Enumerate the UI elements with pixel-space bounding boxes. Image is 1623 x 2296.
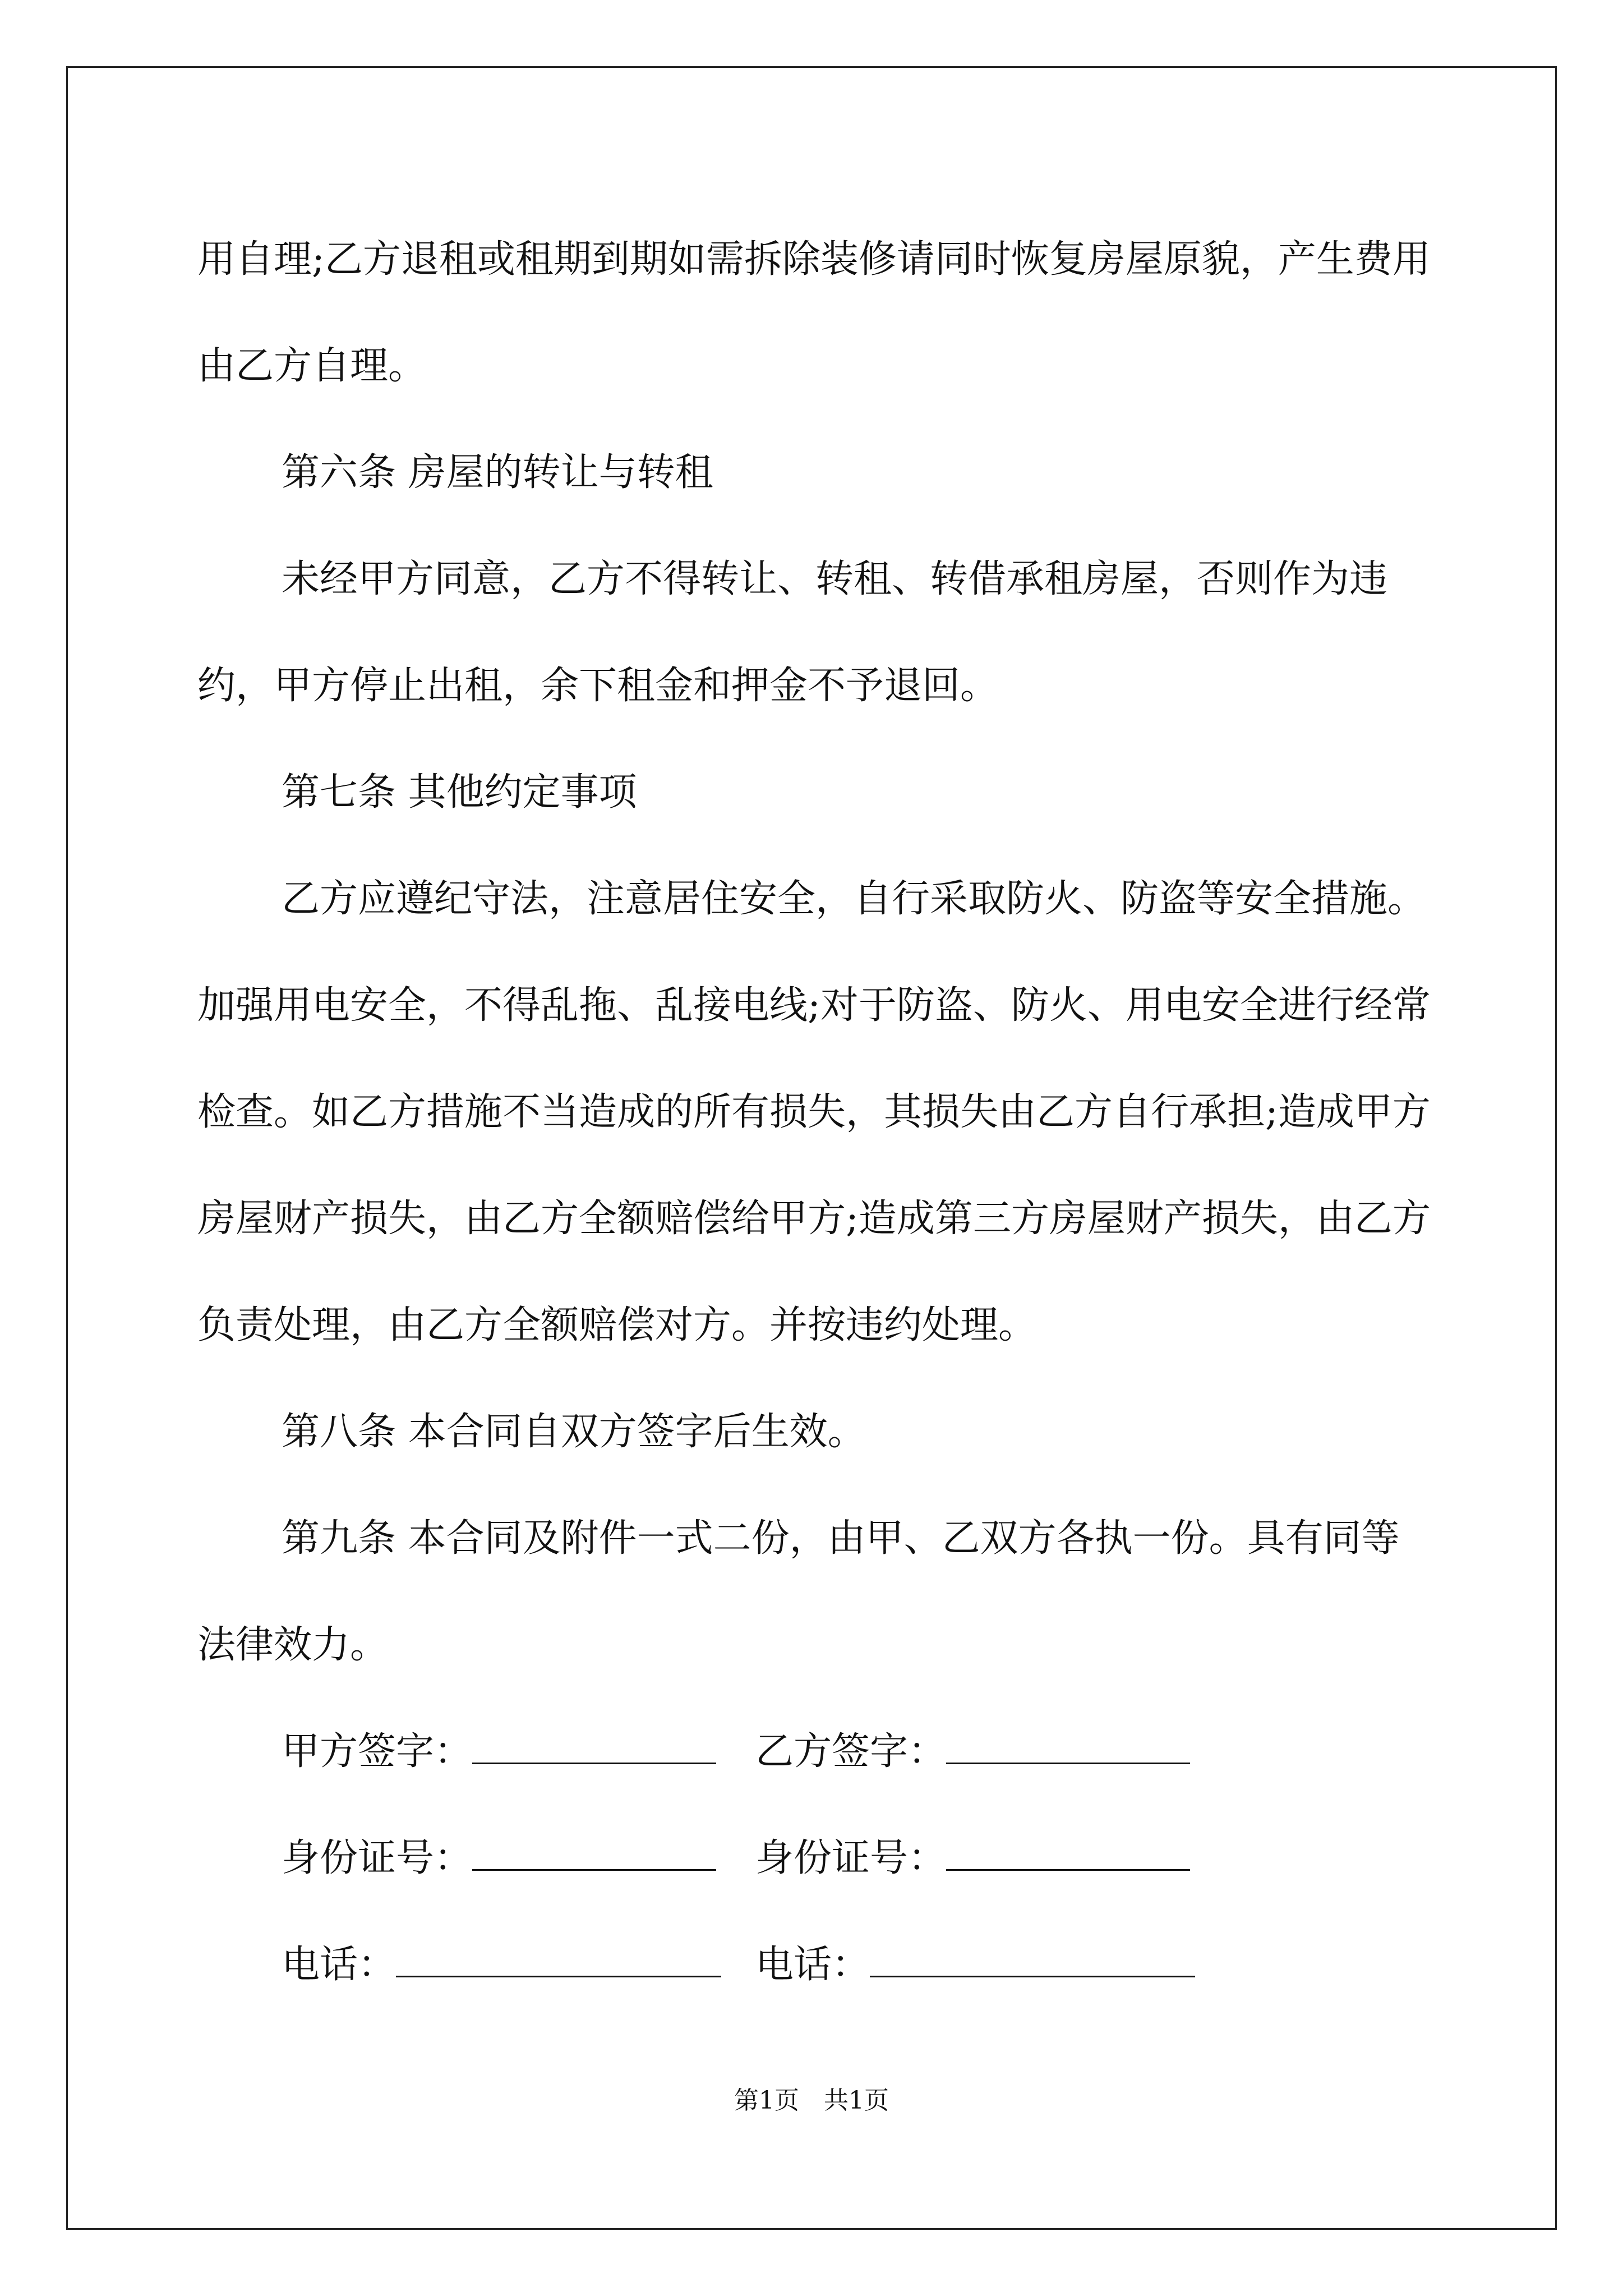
party-b-signature-label: 乙方签字： xyxy=(755,1729,947,1774)
party-b-signature-blank[interactable] xyxy=(946,1763,1190,1764)
party-b-phone-label: 电话： xyxy=(755,1943,870,1987)
article-6-body: 未经甲方同意，乙方不得转让、转租、转借承租房屋，否则作为违约，甲方停止出租，余下租金和押金不予退回。 xyxy=(197,557,1388,708)
paragraph-continuation: 用自理;乙方退租或租期到期如需拆除装修请同时恢复房屋原貌，产生费用由乙方自理。 xyxy=(197,237,1431,388)
signature-row xyxy=(197,1699,1431,1805)
party-a-signature-label: 甲方签字： xyxy=(282,1729,473,1774)
party-a-id xyxy=(282,1805,755,1912)
phone-row xyxy=(197,1912,1431,2018)
article-6-heading: 第六条 房屋的转让与转租 xyxy=(282,450,713,495)
party-b-id-label: 身份证号： xyxy=(755,1836,947,1880)
party-b-id xyxy=(755,1805,1229,1912)
article-9: 第九条 本合同及附件一式二份，由甲、乙双方各执一份。具有同等法律效力。 xyxy=(197,1516,1400,1667)
party-a-id-blank[interactable] xyxy=(472,1869,716,1871)
party-b-phone xyxy=(755,1912,1229,2018)
party-a-id-label: 身份证号： xyxy=(282,1836,473,1880)
article-7-heading: 第七条 其他约定事项 xyxy=(282,770,637,815)
party-a-phone-blank[interactable] xyxy=(396,1976,721,1977)
party-a-signature xyxy=(282,1699,755,1805)
id-number-row xyxy=(197,1805,1431,1912)
party-a-phone-label: 电话： xyxy=(282,1943,396,1987)
party-b-phone-blank[interactable] xyxy=(870,1976,1195,1977)
article-7-body: 乙方应遵纪守法，注意居住安全，自行采取防火、防盗等安全措施。加强用电安全，不得乱拖、乱接电线;对于防盗、防火、用电安全进行经常检查。如乙方措施不当造成的所有损失，其损失由乙方自行承担;造成甲方房屋财产损失，由乙方全额赔偿给甲方;造成第三方房屋财产损失，由乙方负责处理，由乙方全额赔偿对方。并按违约处理。 xyxy=(197,877,1431,1347)
document-body xyxy=(197,206,1431,2018)
article-8: 第八条 本合同自双方签字后生效。 xyxy=(282,1410,866,1454)
page-number-footer: 第1页 共1页 xyxy=(734,2086,889,2115)
party-a-signature-blank[interactable] xyxy=(472,1763,716,1764)
party-b-id-blank[interactable] xyxy=(946,1869,1190,1871)
party-b-signature xyxy=(755,1699,1229,1805)
party-a-phone xyxy=(282,1912,755,2018)
